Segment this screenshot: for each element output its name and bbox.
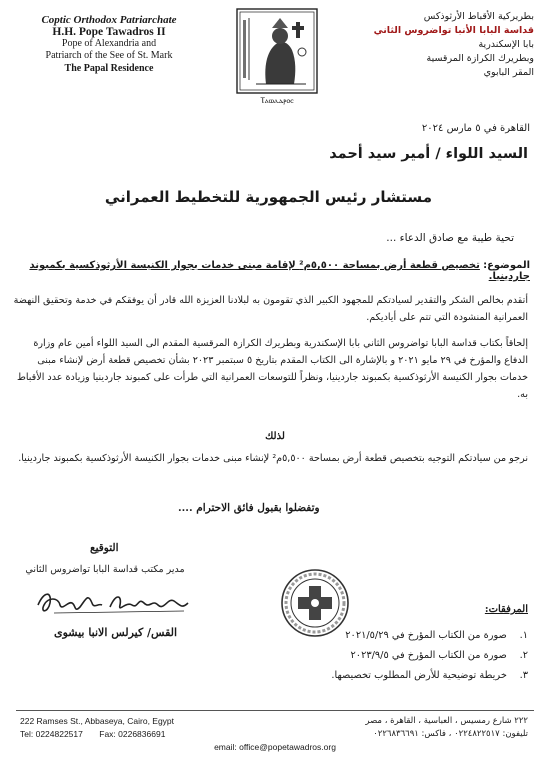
letterhead-ar-line5: المقر البابوي	[483, 67, 534, 78]
letterhead-ar-line2: قداسة البابا الأنبا تواضروس الثاني	[373, 25, 534, 36]
signature-name: القس/ كيرلس الانبا بيشوى	[54, 626, 178, 639]
greeting: تحية طيبة مع صادق الدعاء ...	[386, 232, 514, 244]
footer-en	[20, 715, 174, 741]
attachments-list	[268, 626, 528, 686]
papal-emblem-icon	[236, 8, 318, 102]
letterhead-en-line5: The Papal Residence	[64, 63, 154, 74]
footer-fax-en: Fax: 0226836691	[99, 729, 166, 739]
footer-ar	[365, 715, 528, 741]
letterhead-en-line3: Pope of Alexandria and	[61, 38, 157, 49]
footer-email[interactable]: email: office@popetawadros.org	[214, 742, 336, 752]
subject-text: تخصيص قطعة أرض بمساحة ٥,٥٠٠م² لإقامة مبنى خدمات بجوار الكنيسة الأرثوذكسية بكمبوند جاردينيا.	[29, 260, 530, 282]
addressee-name: السيد اللواء / أمير سيد أحمد	[329, 146, 528, 162]
letterhead-en-line1: Coptic Orthodox Patriarchate	[41, 14, 177, 26]
body-paragraph-1: أتقدم بخالص الشكر والتقدير لسيادتكم للمجهود الكبير الذي تقومون به لبلادنا العزيزة الله قادر أن يوفقكم في خدمة وتحقيق النهضة العمرانية المنشودة التي تتم على أياديكم.	[13, 295, 528, 323]
letterhead-ar-line1: بطريركية الأقباط الأرثوذكس	[423, 11, 534, 22]
footer-address-ar: ٢٢٢ شارع رمسيس ، العباسية ، القاهرة ، مصر	[365, 716, 528, 726]
footer-tel-en: Tel: 0224822517	[20, 729, 83, 739]
letter-date: القاهرة في ٥ مارس ٢٠٢٤	[421, 123, 530, 134]
subject-label: الموضوع:	[483, 260, 530, 271]
signature-label: التوقيع	[90, 542, 119, 554]
subject-line	[10, 260, 530, 282]
list-item: ١. صورة من الكتاب المؤرخ في ٢٠٢١/٥/٢٩	[345, 630, 528, 641]
letterhead-en	[14, 14, 204, 74]
list-item: ٢. صورة من الكتاب المؤرخ في ٢٠٢٣/٩/٥	[350, 650, 528, 661]
addressee-title: مستشار رئيس الجمهورية للتخطيط العمراني	[104, 188, 432, 206]
attachments-heading: المرفقات:	[484, 604, 528, 615]
letterhead-en-line2: H.H. Pope Tawadros II	[52, 26, 166, 38]
letterhead-ar	[354, 10, 534, 80]
letterhead-ar-line4: وبطريرك الكرازة المرقسية	[426, 53, 534, 64]
emblem-caption: Ⲧⲁⲱⲁⲇⲣⲟⲥ	[260, 96, 294, 105]
footer-phone-ar: تليفون: ٠٢٢٤٨٢٢٥١٧ ، فاكس: ٠٢٢٦٨٣٦٦٩١	[373, 729, 528, 739]
body-paragraph-3: نرجو من سيادتكم التوجيه بتخصيص قطعة أرض بمساحة ٥,٥٠٠م² لإنشاء مبنى خدمات بجوار الكنيسة الأرثوذكسية بكمبوند جاردينيا.	[18, 453, 528, 464]
body-paragraph-2: إلحاقاً بكتاب قداسة البابا تواضروس الثاني بابا الإسكندرية وبطريرك الكرازة المرقسية المقدم الى السيد اللواء أمين عام وزارة الدفاع والمؤرخ في ٢٩ مايو ٢٠٢١ و بالإشارة الى الكتاب المقدم بتاريخ ٥ سبتمبر ٢٠٢٣ بشأن تخصيص قطعة أرض لإنشاء مبنى خدمات بجوار الكنيسة الأرثوذكسية بكمبوند جاردينيا، ونظراً للتوسعات العمرانية التي طرأت على كمبوند جاردينيا وزيادة عدد الأقباط به.	[16, 338, 528, 400]
closing-line: وتفضلوا بقبول فائق الاحترام ....	[178, 502, 320, 514]
handwritten-signature-icon	[34, 583, 192, 619]
signature-office: مدير مكتب قداسة البابا تواضروس الثاني	[25, 564, 185, 575]
letterhead-ar-line3: بابا الإسكندرية	[478, 39, 534, 50]
list-item: ٣. خريطة توضيحية للأرض المطلوب تخصيصها.	[331, 670, 528, 681]
letterhead-en-line4: Patriarch of the See of St. Mark	[45, 50, 173, 61]
therefore-heading: لذلك	[265, 431, 285, 442]
footer-address-en: 222 Ramses St., Abbaseya, Cairo, Egypt	[20, 716, 175, 726]
footer-divider	[16, 710, 534, 711]
